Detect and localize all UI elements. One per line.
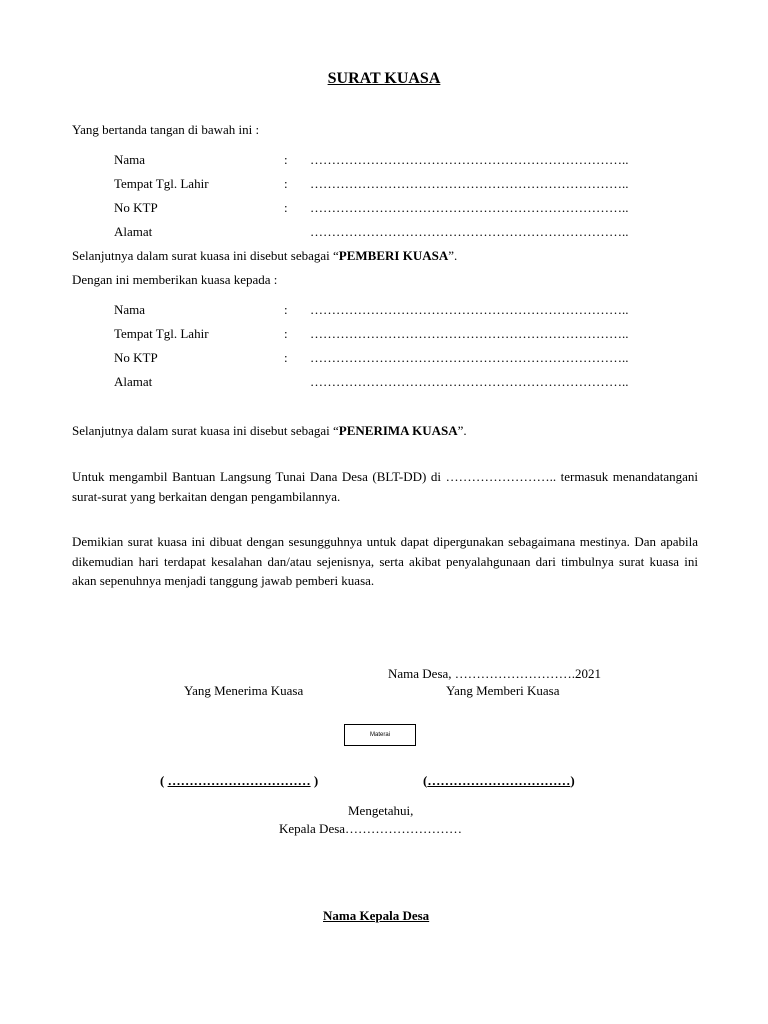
document-title: SURAT KUASA: [327, 70, 441, 87]
field-dots: ………………………………………………………………..: [310, 176, 629, 191]
field-label: No KTP: [114, 200, 158, 215]
materai-stamp-box: [344, 724, 416, 746]
pemberi-statement: [72, 248, 457, 264]
field-label: Tempat Tgl. Lahir: [114, 176, 209, 191]
field-label: Tempat Tgl. Lahir: [114, 326, 209, 341]
sig-close: ): [570, 773, 575, 788]
field-label: Nama: [114, 152, 146, 167]
penerima-field-alamat: [0, 374, 768, 392]
pemberi-field-alamat: [0, 224, 768, 242]
penerima-field-nama: [0, 302, 768, 320]
penerima-kuasa-term: PENERIMA KUASA: [338, 423, 458, 438]
field-colon: :: [284, 326, 288, 341]
penerima-field-ttl: [0, 326, 768, 344]
giver-signature-line: [423, 773, 575, 789]
statement-suffix: ”.: [448, 248, 458, 263]
field-colon: :: [284, 350, 288, 365]
penerima-statement: [72, 423, 467, 439]
pemberi-field-ktp: [0, 200, 768, 218]
penerima-field-ktp: [0, 350, 768, 368]
field-colon: :: [284, 176, 288, 191]
field-label: Alamat: [114, 224, 153, 239]
materai-label: Materai: [369, 732, 390, 738]
field-dots: ………………………………………………………………..: [310, 200, 629, 215]
sig-open: (: [423, 773, 428, 788]
field-label: Nama: [114, 302, 146, 317]
statement-suffix: ”.: [457, 423, 467, 438]
statement-prefix: Selanjutnya dalam surat kuasa ini disebut sebagai “: [72, 248, 339, 263]
sig-close: ): [310, 773, 319, 788]
giver-label: Yang Memberi Kuasa: [446, 683, 560, 698]
receiver-label: Yang Menerima Kuasa: [184, 683, 304, 698]
field-label: No KTP: [114, 350, 158, 365]
kepala-desa-line: Kepala Desa………………………: [279, 821, 463, 836]
field-dots: ………………………………………………………………..: [310, 350, 629, 365]
sig-dots: ……………………………: [427, 773, 571, 788]
field-dots: ………………………………………………………………..: [310, 152, 629, 167]
pemberi-kuasa-term: PEMBERI KUASA: [338, 248, 449, 263]
kepada-text: Dengan ini memberikan kuasa kepada :: [72, 272, 278, 287]
field-dots: ………………………………………………………………..: [310, 326, 629, 341]
field-colon: :: [284, 152, 288, 167]
field-dots: ………………………………………………………………..: [310, 374, 629, 389]
field-label: Alamat: [114, 374, 153, 389]
place-date: Nama Desa, ……………………….2021: [388, 666, 602, 681]
field-colon: :: [284, 200, 288, 215]
field-dots: ………………………………………………………………..: [310, 224, 629, 239]
field-dots: ………………………………………………………………..: [310, 302, 629, 317]
kepala-desa-name: Nama Kepala Desa: [323, 908, 430, 923]
pemberi-field-nama: [0, 152, 768, 170]
intro-text: Yang bertanda tangan di bawah ini :: [72, 122, 260, 137]
pemberi-field-ttl: [0, 176, 768, 194]
purpose-paragraph: Untuk mengambil Bantuan Langsung Tunai Dana Desa (BLT-DD) di …………………….. termasuk menandatangani surat-surat yang berkaitan dengan pengambilannya.: [72, 469, 698, 504]
closing-paragraph: Demikian surat kuasa ini dibuat dengan sesungguhnya untuk dapat dipergunakan sebagaimana mestinya. Dan apabila dikemudian hari terdapat kesalahan dan/atau sejenisnya, serta akibat penyalahgunaan dari timbulnya surat kuasa ini akan sepenuhnya menjadi tanggung jawab pemberi kuasa.: [72, 534, 698, 588]
sig-open: (: [160, 773, 168, 788]
statement-prefix: Selanjutnya dalam surat kuasa ini disebut sebagai “: [72, 423, 339, 438]
sig-dots: ……………………………: [167, 773, 311, 788]
mengetahui-text: Mengetahui,: [348, 803, 414, 818]
field-colon: :: [284, 302, 288, 317]
receiver-signature-line: [160, 773, 318, 789]
